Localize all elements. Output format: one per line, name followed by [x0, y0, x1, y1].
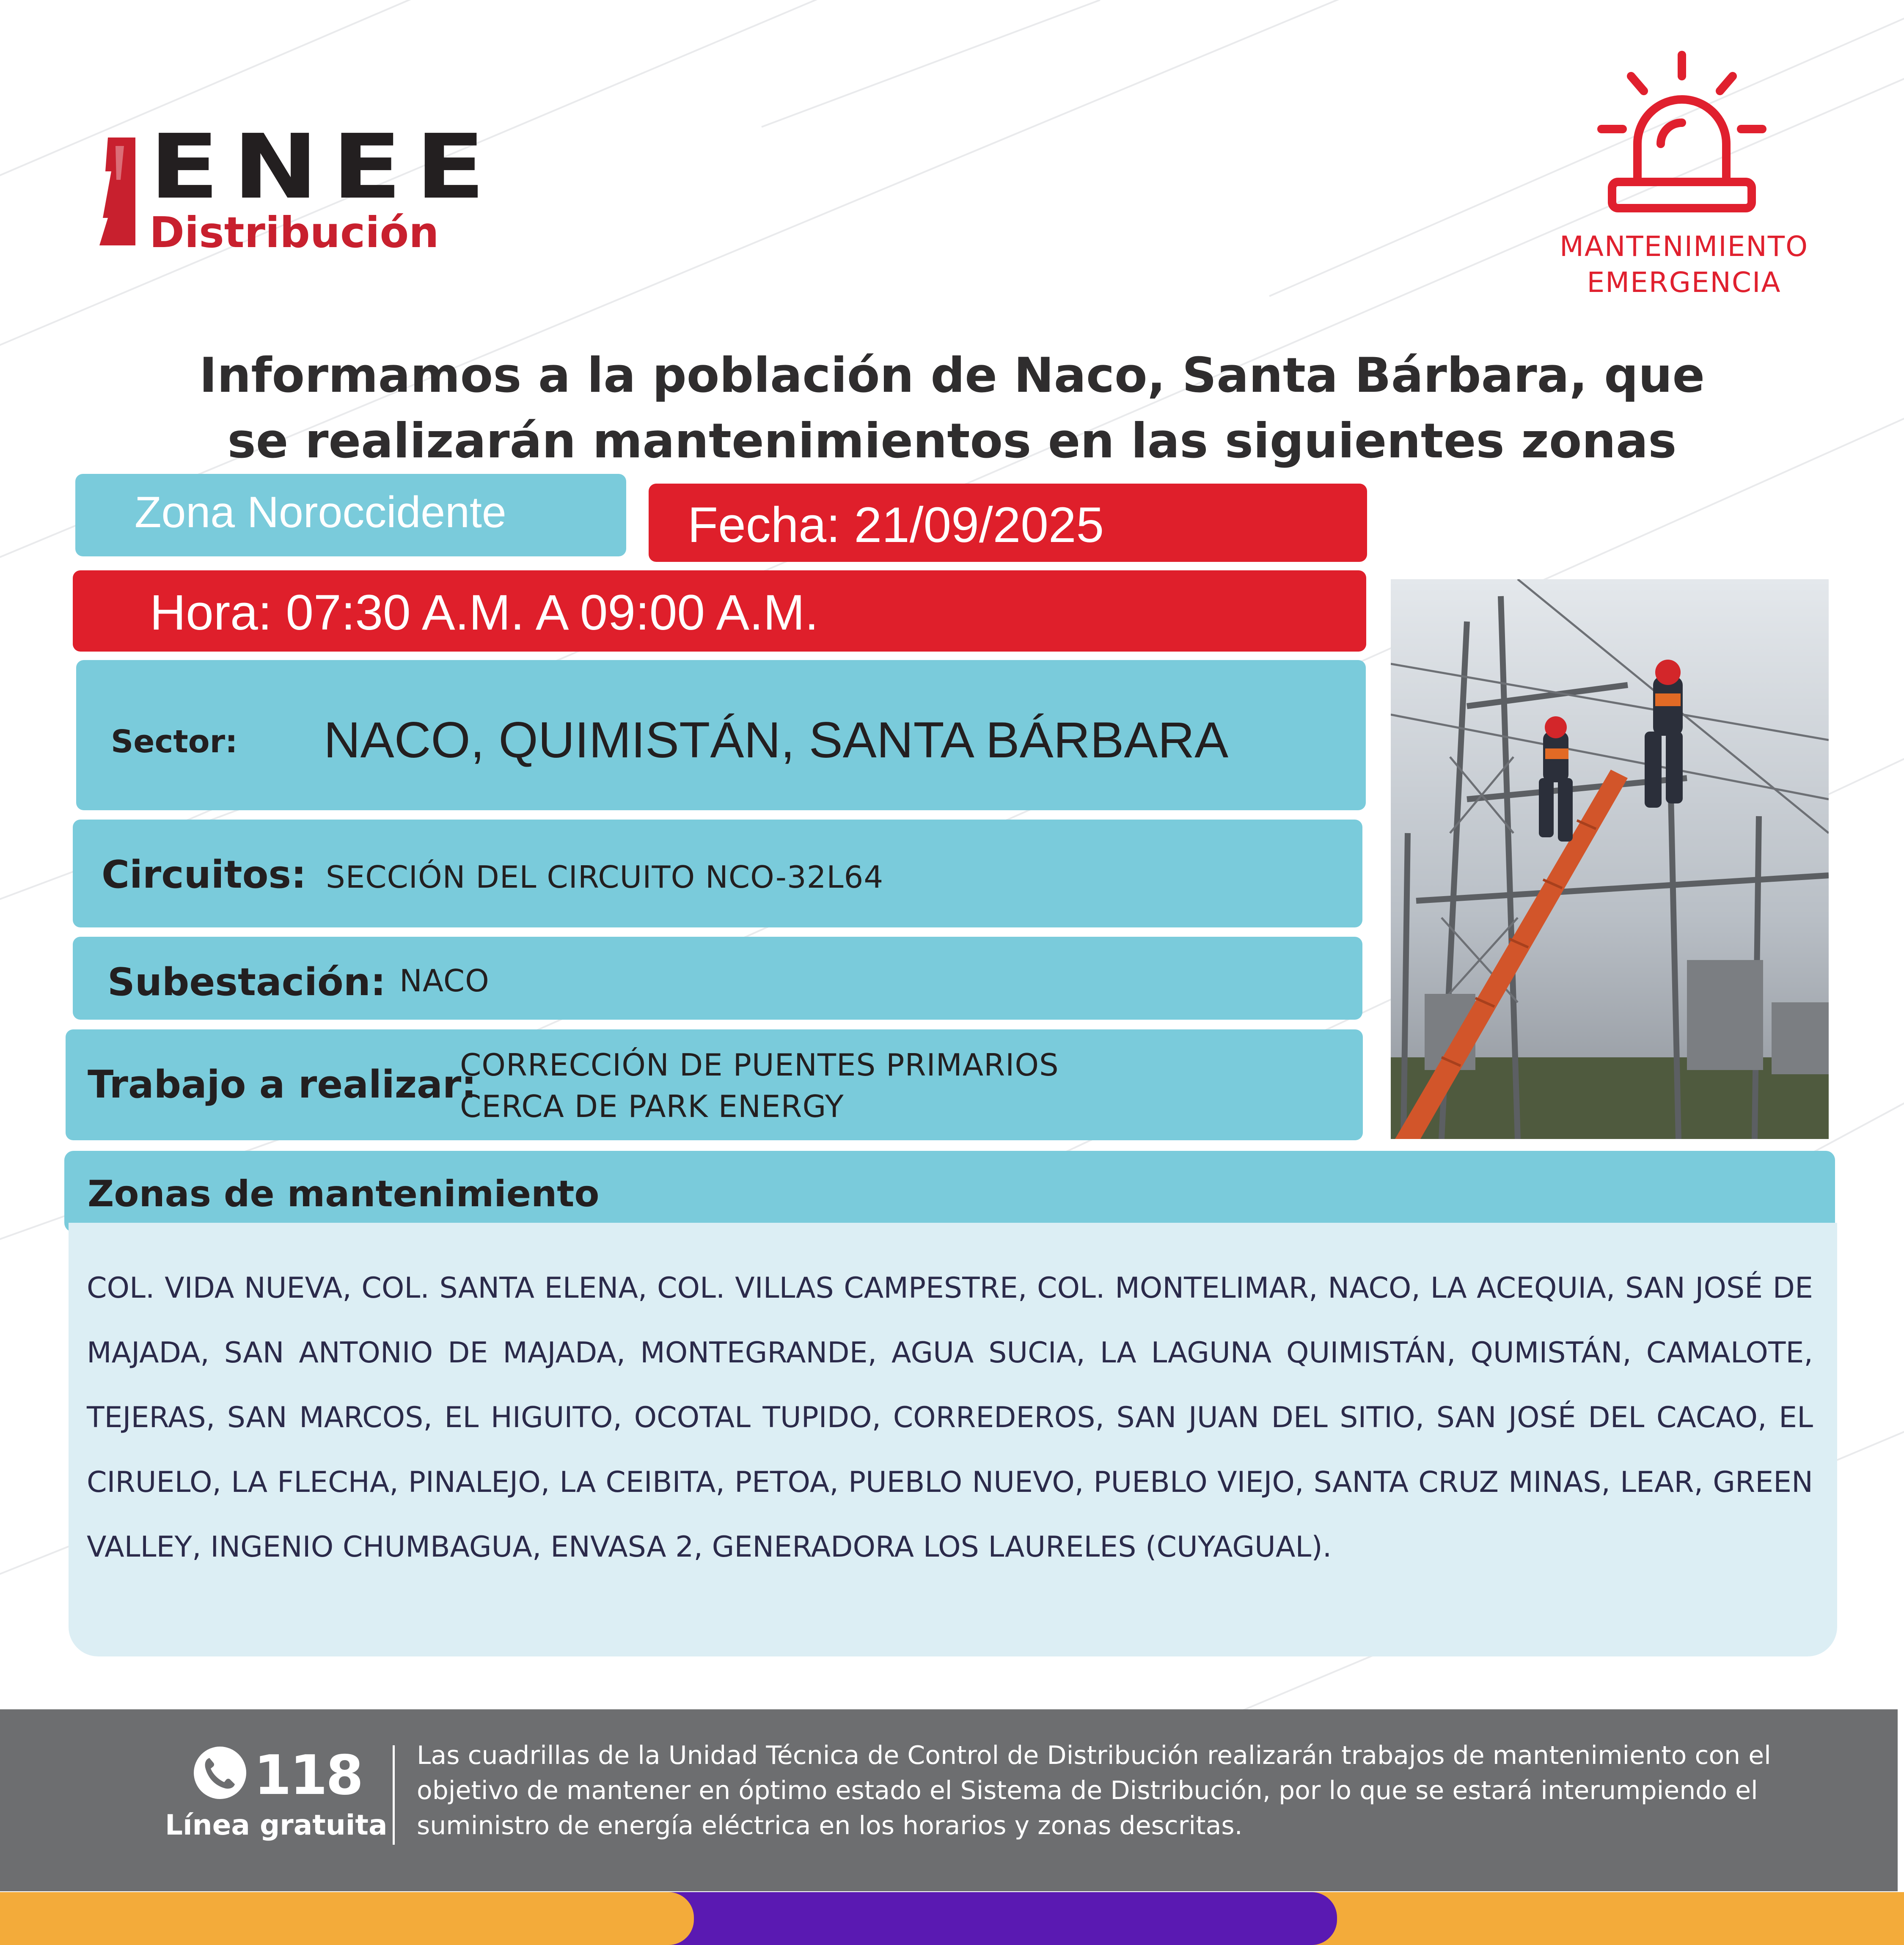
- substation-value: NACO: [399, 963, 490, 999]
- zone-label: Zona Noroccidente: [135, 488, 506, 537]
- badge-line-1: MANTENIMIENTO: [1559, 230, 1809, 263]
- badge-line-2: EMERGENCIA: [1587, 266, 1781, 299]
- circuit-label: Circuitos:: [102, 853, 306, 897]
- headline: [106, 343, 1798, 474]
- time-bar: [73, 570, 1366, 652]
- zones-list: COL. VIDA NUEVA, COL. SANTA ELENA, COL. VILLAS CAMPESTRE, COL. MONTELIMAR, NACO, LA ACEQUIA, SAN JOSÉ DE MAJADA, SAN ANTONIO DE MAJADA, MONTEGRANDE, AGUA SUCIA, LA LAGUNA QUIMISTÁN, QUMISTÁN, CAMALOTE, TEJERAS, SAN MARCOS, EL HIGUITO, OCOTAL TUPIDO, CORREDEROS, SAN JUAN DEL SITIO, SAN JOSÉ DEL CACAO, EL CIRUELO, LA FLECHA, PINALEJO, LA CEIBITA, PETOA, PUEBLO NUEVO, PUEBLO VIEJO, SANTA CRUZ MINAS, LEAR, GREEN VALLEY, INGENIO CHUMBAGUA, ENVASA 2, GENERADORA LOS LAURELES (CUYAGUAL).: [87, 1271, 1813, 1564]
- substation-row: [73, 937, 1362, 1020]
- date-label: Fecha: 21/09/2025: [688, 497, 1104, 553]
- sector-row: [76, 660, 1366, 810]
- hotline-number: 118: [254, 1744, 362, 1807]
- phone-icon: [193, 1745, 248, 1800]
- footer-divider: [393, 1745, 395, 1845]
- bottom-stripe-purple: [635, 1892, 1337, 1945]
- footer-disclaimer: Las cuadrillas de la Unidad Técnica de Control de Distribución realizarán trabajos de mantenimiento con el objetivo de mantener en óptimo estado el Sistema de Distribución, por lo que se estará interumpiendo el suministro de energía eléctrica en los horarios y zonas descritas.: [417, 1741, 1771, 1840]
- enee-logo: [99, 115, 499, 258]
- work-value-line-1: CORRECCIÓN DE PUENTES PRIMARIOS: [460, 1047, 1059, 1083]
- sector-label: Sector:: [111, 724, 238, 760]
- photo-illustration: [1391, 579, 1829, 1139]
- logo-bolt-mark: [99, 138, 135, 245]
- circuit-value: SECCIÓN DEL CIRCUITO NCO-32L64: [326, 859, 884, 895]
- circuit-row: [73, 820, 1362, 927]
- work-value-line-2: CERCA DE PARK ENERGY: [460, 1089, 844, 1124]
- sector-value: NACO, QUIMISTÁN, SANTA BÁRBARA: [324, 712, 1229, 768]
- headline-line-1: Informamos a la población de Naco, Santa Bárbara, que: [199, 347, 1705, 403]
- logo-subtitle: Distribución: [149, 208, 439, 257]
- substation-label: Subestación:: [107, 960, 386, 1004]
- bottom-stripe-orange-left: [0, 1892, 694, 1945]
- time-label: Hora: 07:30 A.M. A 09:00 A.M.: [150, 585, 819, 641]
- hotline-label: Línea gratuita: [165, 1809, 388, 1841]
- headline-line-2: se realizarán mantenimientos en las siguientes zonas: [227, 413, 1677, 469]
- work-row: [66, 1029, 1363, 1140]
- substation-photo: [1391, 579, 1829, 1139]
- zones-title: Zonas de mantenimiento: [88, 1173, 600, 1215]
- emergency-badge: [1532, 47, 1836, 300]
- siren-icon: [1591, 47, 1773, 216]
- date-bar: [649, 484, 1367, 562]
- zone-badge: [75, 474, 626, 556]
- zones-header: [64, 1151, 1835, 1232]
- work-label: Trabajo a realizar:: [88, 1062, 477, 1107]
- logo-wordmark: ENEE: [149, 115, 499, 219]
